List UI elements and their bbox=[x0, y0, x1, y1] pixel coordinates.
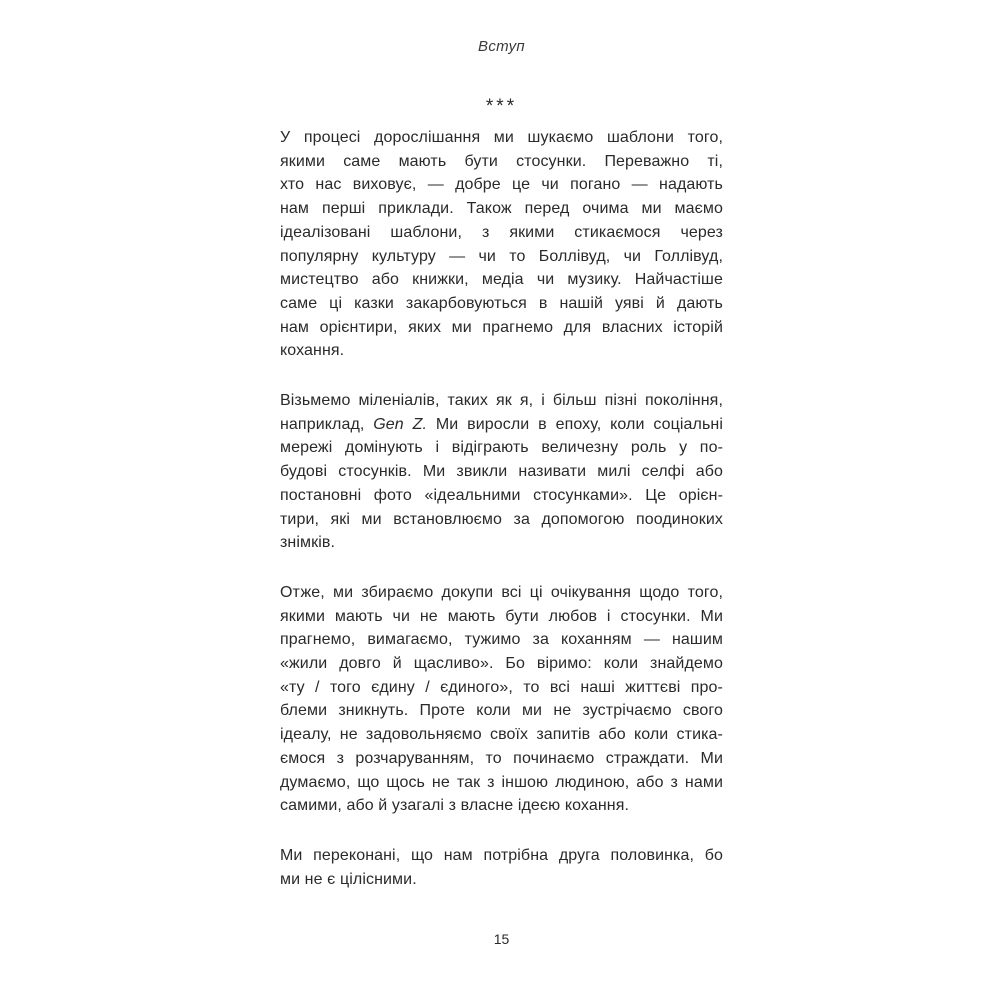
section-separator: *** bbox=[485, 96, 518, 117]
text-line: ідеалізовані шаблони, з якими стикаємося через bbox=[280, 223, 723, 241]
text-line: «жили довго й щасливо». Бо віримо: коли знайдемо bbox=[280, 655, 723, 673]
text-line: якими саме мають бути стосунки. Переважно ті, bbox=[280, 152, 723, 170]
text-line: Візьмемо міленіалів, таких як я, і більш пізні покоління, bbox=[280, 392, 723, 410]
text-line: Ми переконані, що нам потрібна друга половинка, бо bbox=[280, 846, 723, 864]
text-line: постановні фото «ідеальними стосунками». Це орієн- bbox=[280, 486, 723, 504]
text-line: саме ці казки закарбовуються в нашій уяві й дають bbox=[280, 294, 723, 312]
text-line: мистецтво або книжки, медіа чи музику. Найчастіше bbox=[280, 271, 723, 289]
paragraph bbox=[280, 844, 723, 891]
text-line: У процесі дорослішання ми шукаємо шаблони того, bbox=[280, 129, 723, 146]
text-line: блеми зникнуть. Проте коли ми не зустрічаємо свого bbox=[280, 702, 723, 720]
paragraph bbox=[280, 126, 723, 363]
text-line: ємося з розчаруванням, то починаємо страждати. Ми bbox=[280, 749, 723, 767]
text-line: ми не є цілісними. bbox=[280, 870, 417, 888]
paragraph bbox=[280, 581, 723, 818]
page-number: 15 bbox=[493, 931, 510, 947]
text-line: хто нас виховує, — добре це чи погано — надають bbox=[280, 176, 723, 194]
text-line: тири, які ми встановлюємо за допомогою поодиноких bbox=[280, 510, 723, 528]
text-line: ідеалу, не задовольняємо своїх запитів або коли стика- bbox=[280, 726, 723, 744]
body-text bbox=[280, 126, 723, 917]
text-line: Отже, ми збираємо докупи всі ці очікування щодо того, bbox=[280, 583, 723, 601]
running-head: Вступ bbox=[478, 38, 525, 55]
text-line: наприклад, Gen Z. Ми виросли в епоху, коли соціальні bbox=[280, 415, 723, 433]
text-line: якими мають чи не мають бути любов і стосунки. Ми bbox=[280, 607, 723, 625]
text-line: кохання. bbox=[280, 342, 345, 360]
text-line: думаємо, що щось не так з іншою людиною, або з нами bbox=[280, 773, 723, 791]
text-line: самими, або й узагалі з власне ідеєю кохання. bbox=[280, 797, 630, 815]
paragraph bbox=[280, 389, 723, 555]
text-line: мережі домінують і відіграють величезну роль у по- bbox=[280, 439, 723, 457]
text-line: нам орієнтири, яких ми прагнемо для власних історій bbox=[280, 318, 723, 336]
text-line: прагнемо, вимагаємо, тужимо за коханням — нашим bbox=[280, 631, 723, 649]
text-line: нам перші приклади. Також перед очима ми маємо bbox=[280, 200, 723, 218]
text-line: популярну культуру — чи то Боллівуд, чи Голлівуд, bbox=[280, 247, 723, 265]
text-line: знімків. bbox=[280, 534, 336, 552]
text-line: будові стосунків. Ми звикли називати милі селфі або bbox=[280, 463, 723, 481]
text-line: «ту / того єдину / єдиного», то всі наші життєві про- bbox=[280, 678, 723, 696]
